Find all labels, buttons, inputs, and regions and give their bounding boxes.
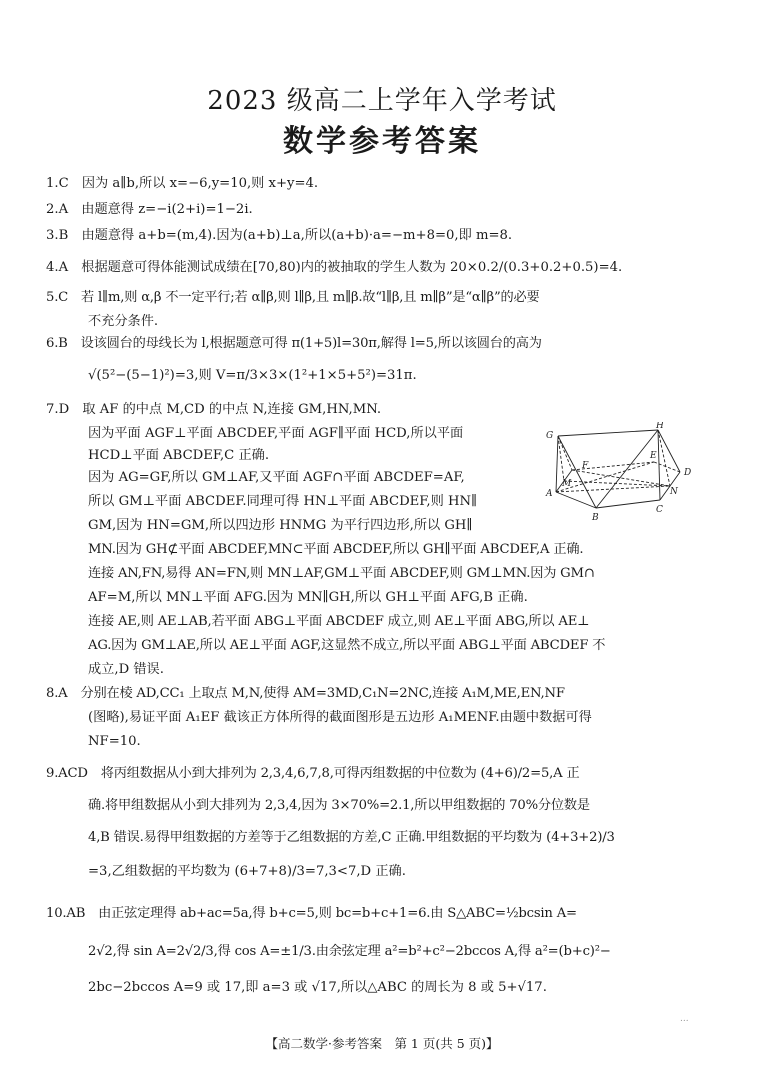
answer-line-5-cont: 不充分条件. bbox=[88, 314, 159, 329]
label-a: A bbox=[546, 489, 553, 499]
answer-line-7-cont-6: MN.因为 GH⊄平面 ABCDEF,MN⊂平面 ABCDEF,所以 GH∥平面 ABCDEF,A 正确. bbox=[88, 542, 584, 557]
answer-line-7-cont-9: 连接 AE,则 AE⊥AB,若平面 ABG⊥平面 ABCDEF 成立,则 AE⊥平面 ABG,所以 AE⊥ bbox=[88, 614, 590, 629]
edge-bc bbox=[596, 500, 660, 508]
answer-line-7-cont-2: HCD⊥平面 ABCDEF,C 正确. bbox=[88, 448, 270, 463]
answer-line-2: 2.A 由题意得 z=−i(2+i)=1−2i. bbox=[46, 202, 253, 217]
label-b: B bbox=[592, 513, 599, 522]
answer-line-8: 8.A 分别在棱 AD,CC₁ 上取点 M,N,使得 AM=3MD,C₁N=2NC,连接 A₁M,ME,EN,NF bbox=[46, 686, 565, 701]
answer-line-6-cont: √(5²−(5−1)²)=3,则 V=π/3×3×(1²+1×5+5²)=31π. bbox=[88, 368, 417, 383]
answer-line-9-cont-3: =3,乙组数据的平均数为 (6+7+8)/3=7,3<7,D 正确. bbox=[88, 864, 406, 879]
answer-line-1: 1.C 因为 a∥b,所以 x=−6,y=10,则 x+y=4. bbox=[46, 176, 319, 191]
answer-line-8-cont-2: NF=10. bbox=[88, 734, 141, 749]
answer-line-7: 7.D 取 AF 的中点 M,CD 的中点 N,连接 GM,HN,MN. bbox=[46, 402, 382, 417]
answer-line-7-cont-11: 成立,D 错误. bbox=[88, 662, 164, 677]
label-n: N bbox=[670, 487, 678, 497]
edge-gh bbox=[558, 430, 658, 436]
edge-ab bbox=[556, 492, 596, 508]
answer-line-9-cont-2: 4,B 错误.易得甲组数据的方差等于乙组数据的方差,C 正确.甲组数据的平均数为 (4+3+2)/3 bbox=[88, 830, 615, 845]
edge-hc bbox=[658, 430, 660, 500]
answer-line-5: 5.C 若 l∥m,则 α,β 不一定平行;若 α∥β,则 l∥β,且 m∥β.故“l∥β,且 m∥β”是“α∥β”的必要 bbox=[46, 290, 540, 305]
label-h: H bbox=[656, 422, 664, 431]
answer-line-7-cont-4: 所以 GM⊥平面 ABCDEF.同理可得 HN⊥平面 ABCDEF,则 HN∥ bbox=[88, 494, 478, 509]
answer-line-7-cont-5: GM,因为 HN=GM,所以四边形 HNMG 为平行四边形,所以 GH∥ bbox=[88, 518, 473, 533]
edge-gb bbox=[558, 436, 596, 508]
answer-line-3: 3.B 由题意得 a+b=(m,4).因为(a+b)⊥a,所以(a+b)·a=−m+8=0,即 m=8. bbox=[46, 228, 513, 243]
answer-line-7-cont-1: 因为平面 AGF⊥平面 ABCDEF,平面 AGF∥平面 HCD,所以平面 bbox=[88, 426, 464, 441]
edge-ga bbox=[556, 436, 558, 492]
label-g: G bbox=[546, 431, 554, 441]
answer-line-4: 4.A 根据题意可得体能测试成绩在[70,80)内的被抽取的学生人数为 20×0.2/(0.3+0.2+0.5)=4. bbox=[46, 260, 623, 275]
label-c: C bbox=[656, 505, 663, 515]
answer-line-7-cont-3: 因为 AG=GF,所以 GM⊥AF,又平面 AGF∩平面 ABCDEF=AF, bbox=[88, 470, 465, 485]
page-footer: 【高二数学·参考答案 第 1 页(共 5 页)】 bbox=[265, 1036, 499, 1051]
edge-hb bbox=[596, 430, 658, 508]
label-f: F bbox=[582, 461, 589, 471]
page-title: 2023 级高二上学年入学考试 bbox=[207, 86, 557, 116]
answer-line-10: 10.AB 由正弦定理得 ab+ac=5a,得 b+c=5,则 bc=b+c+1=6.由 S△ABC=½bcsin A= bbox=[46, 906, 577, 921]
edge-hd bbox=[658, 430, 680, 472]
label-m: M bbox=[562, 479, 572, 489]
answer-line-9: 9.ACD 将丙组数据从小到大排列为 2,3,4,6,7,8,可得丙组数据的中位数为 (4+6)/2=5,A 正 bbox=[46, 766, 580, 781]
page-subtitle: 数学参考答案 bbox=[283, 124, 481, 159]
geometry-figure bbox=[544, 422, 704, 522]
label-d: D bbox=[684, 468, 692, 478]
answer-line-8-cont-1: (图略),易证平面 A₁EF 截该正方体所得的截面图形是五边形 A₁MENF.由题中数据可得 bbox=[88, 710, 592, 725]
answer-line-10-cont-1: 2√2,得 sin A=2√2/3,得 cos A=±1/3.由余弦定理 a²=b²+c²−2bccos A,得 a²=(b+c)²− bbox=[88, 944, 611, 959]
answer-line-7-cont-10: AG.因为 GM⊥AE,所以 AE⊥平面 AGF,这显然不成立,所以平面 ABG⊥平面 ABCDEF 不 bbox=[88, 638, 606, 653]
corner-mark: ... bbox=[680, 1014, 689, 1024]
answer-line-7-cont-7: 连接 AN,FN,易得 AN=FN,则 MN⊥AF,GM⊥平面 ABCDEF,则 GM⊥MN.因为 GM∩ bbox=[88, 566, 595, 581]
answer-line-7-cont-8: AF=M,所以 MN⊥平面 AFG.因为 MN∥GH,所以 GH⊥平面 AFG,B 正确. bbox=[88, 590, 528, 605]
label-e: E bbox=[650, 451, 657, 461]
answer-line-10-cont-2: 2bc−2bccos A=9 或 17,即 a=3 或 √17,所以△ABC 的周长为 8 或 5+√17. bbox=[88, 980, 547, 995]
answer-line-6: 6.B 设该圆台的母线长为 l,根据题意可得 π(1+5)l=30π,解得 l=5,所以该圆台的高为 bbox=[46, 336, 542, 351]
answer-line-9-cont-1: 确.将甲组数据从小到大排列为 2,3,4,因为 3×70%=2.1,所以甲组数据的 70%分位数是 bbox=[88, 798, 590, 813]
